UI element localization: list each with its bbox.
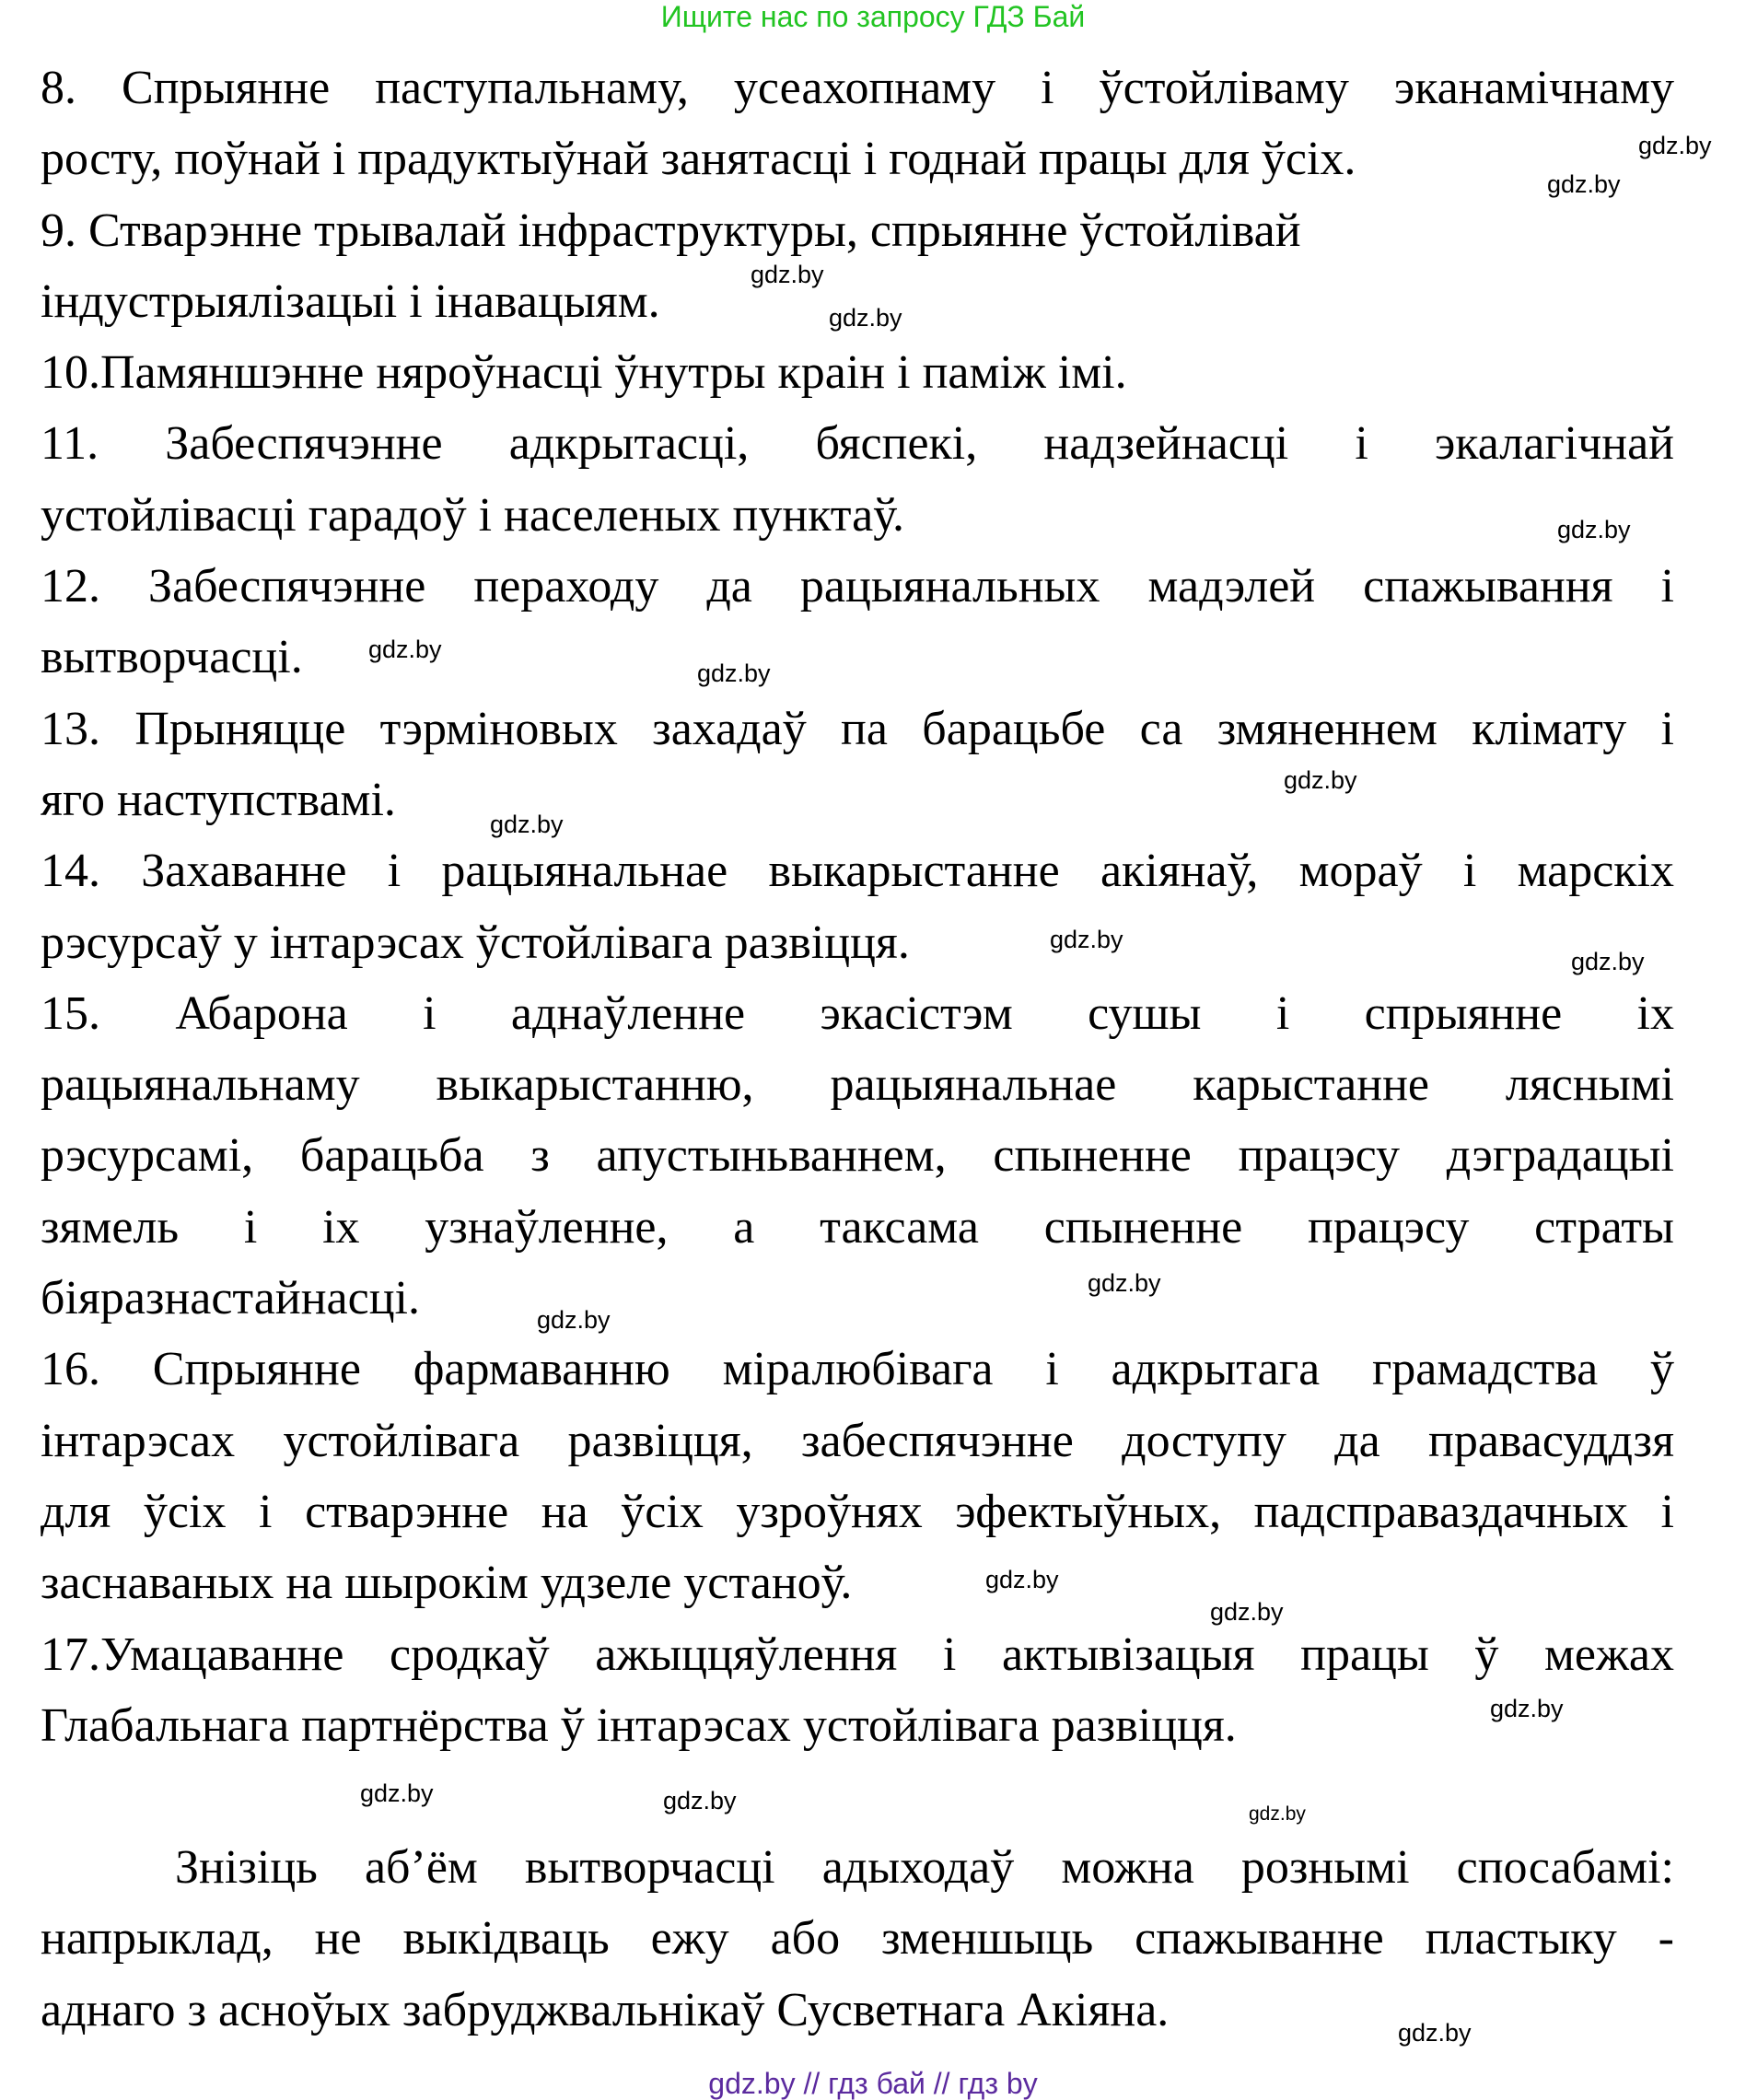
watermark: gdz.by [1210,1598,1284,1626]
conclusion-line-3: аднаго з асноўых забруджвальнікаў Сусветнага Акіяна. [41,1983,1170,2036]
watermark: gdz.by [697,659,771,687]
footer-links: gdz.by // гдз бай // гдз by [708,2067,1038,2100]
watermark: gdz.by [1557,516,1631,543]
watermark: gdz.by [1490,1695,1564,1722]
item-16-line-4: заснаваных на шырокім удзеле устаноў. [41,1557,853,1610]
watermark: gdz.by [1050,926,1123,953]
item-13-line-1: 13. Прыняцце тэрміновых захадаў па барацьбе са змяненнем клімату і [41,702,1674,755]
watermark: gdz.by [1571,948,1645,975]
watermark: gdz.by [490,811,564,838]
item-8-line-1: 8. Спрыянне паступальнаму, усеахопнаму і ўстойліваму эканамічнаму [41,62,1674,114]
item-10-line-1: 10.Памяншэнне няроўнасці ўнутры краін і паміж імі. [41,346,1127,400]
watermark: gdz.by [360,1779,434,1807]
search-hint-banner: Ищите нас по запросу ГДЗ Бай [660,0,1086,33]
item-15-line-3: рэсурсамі, барацьба з апустыньваннем, спыненне працэсу дэградацыі [41,1129,1674,1183]
item-13-line-2: яго наступствамі. [41,773,396,826]
item-15-line-1: 15. Абарона і аднаўленне экасістэм сушы і спрыянне іх [41,986,1674,1040]
watermark: gdz.by [1088,1269,1161,1297]
watermark: gdz.by [1638,132,1712,159]
watermark: gdz.by [751,261,824,288]
watermark: gdz.by [1284,766,1357,794]
item-11-line-1: 11. Забеспячэнне адкрытасці, бяспекі, надзейнасці і экалагічнай [41,417,1674,471]
watermark: gdz.by [1547,170,1621,198]
watermark: gdz.by [537,1306,611,1334]
item-14-line-2: рэсурсаў у інтарэсах ўстойлівага развіцця. [41,916,910,969]
item-9-line-2: індустрыялізацыі і інавацыям. [41,274,660,328]
item-15-line-5: біяразнастайнасці. [41,1272,420,1325]
watermark: gdz.by [1398,2019,1472,2047]
watermark: gdz.by [368,636,442,663]
item-15-line-4: зямель і іх узнаўленне, а таксама спыненне працэсу страты [41,1200,1674,1254]
item-12-line-2: вытворчасці. [41,631,303,684]
item-15-line-2: рацыянальнаму выкарыстанню, рацыянальнае карыстанне ляснымі [41,1058,1674,1112]
watermark: gdz.by [985,1566,1059,1593]
item-16-line-1: 16. Спрыянне фармаванню міралюбівага і адкрытага грамадства ў [41,1343,1674,1396]
item-17-line-2: Глабальнага партнёрства ў інтарэсах устойлівага развіцця. [41,1698,1237,1752]
watermark: gdz.by [829,304,902,332]
conclusion-line-1: Знізіць аб’ём вытворчасці адыходаў можна рознымі спосабамі: [175,1841,1674,1895]
item-17-line-1: 17.Умацаванне сродкаў ажыццяўлення і актывізацыя працы ў межах [41,1628,1674,1681]
item-9-line-1: 9. Стварэнне трывалай інфраструктуры, спрыянне ўстойлівай [41,204,1301,257]
item-8-line-2: росту, поўнай і прадуктыўнай занятасці і годнай працы для ўсіх. [41,133,1356,186]
item-16-line-3: для ўсіх і стварэнне на ўсіх узроўнях эфектыўных, падсправаздачных і [41,1485,1674,1538]
watermark: gdz.by [1249,1803,1306,1825]
watermark: gdz.by [663,1787,737,1814]
item-14-line-1: 14. Захаванне і рацыянальнае выкарыстанне акіянаў, мораў і марскіх [41,845,1674,898]
item-11-line-2: устойлівасці гарадоў і населеных пунктаў. [41,488,905,542]
conclusion-line-2: напрыклад, не выкідваць ежу або зменшыць спажыванне пластыку - [41,1912,1674,1966]
item-16-line-2: інтарэсах устойлівага развіцця, забеспячэнне доступу да правасуддзя [41,1414,1674,1467]
item-12-line-1: 12. Забеспячэнне пераходу да рацыянальных мадэлей спажывання і [41,560,1674,613]
document-body [41,52,1674,2046]
paragraph-gap [41,1761,1674,1832]
